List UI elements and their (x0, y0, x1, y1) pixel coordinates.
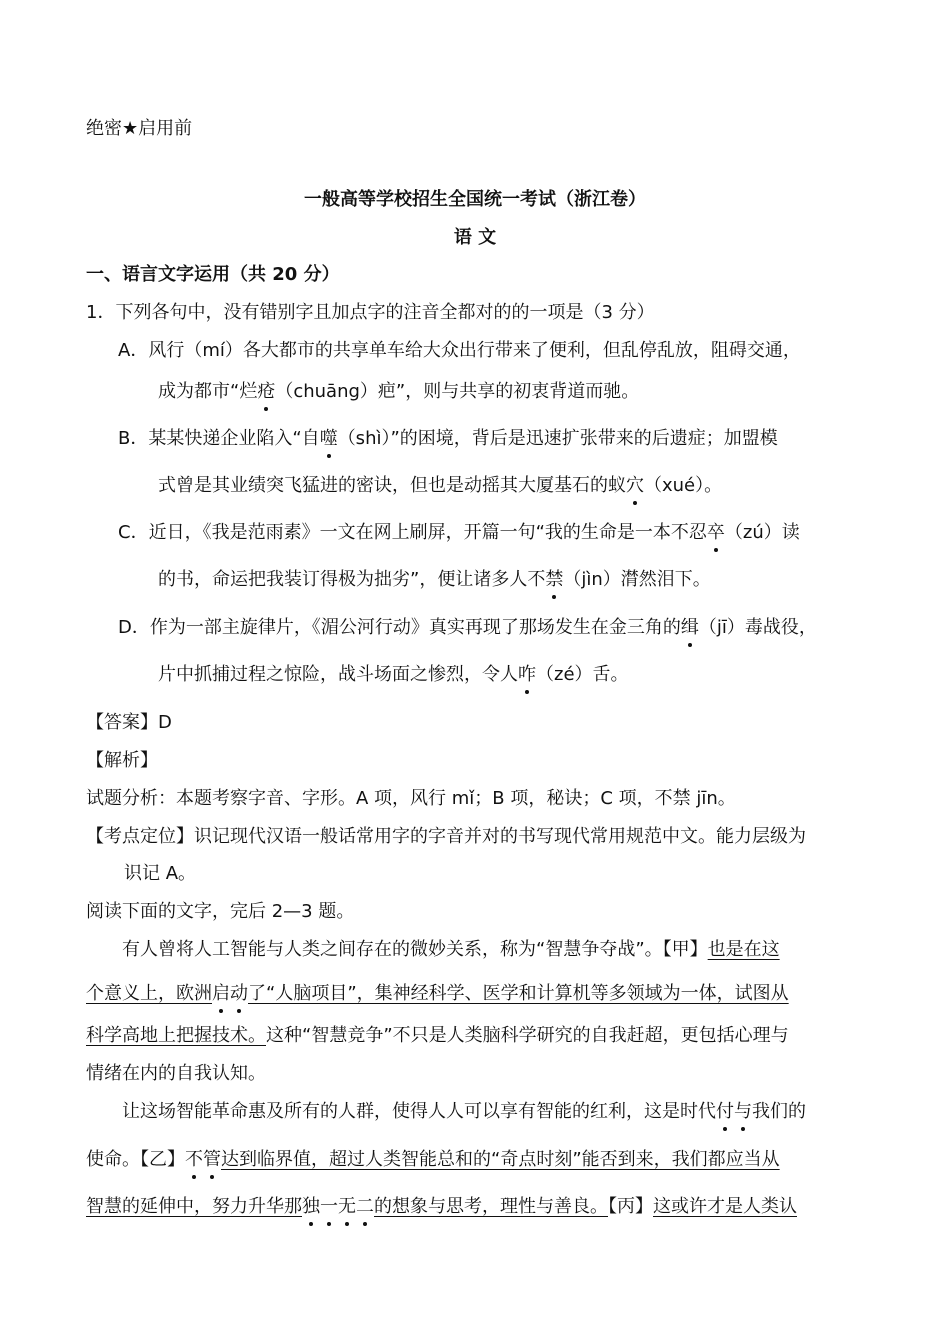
option-b-line2: 式曾是其业绩突飞猛进的密诀，但也是动摇其大厦基石的蚁穴（xué）。 (158, 475, 723, 496)
dotted-char: 启 (212, 983, 230, 1004)
dotted-char: 噬 (319, 428, 338, 449)
subject-title: 语 文 (453, 227, 497, 248)
passage-p1-line3: 科学高地上把握技术。这种“智慧竞争”不只是人类脑科学研究的自我赶超，更包括心理与 (86, 1025, 789, 1046)
question-stem: 1．下列各句中，没有错别字且加点字的注音全都对的的一项是（3 分） (86, 302, 655, 323)
dotted-char: 缉 (680, 617, 699, 638)
exam-title: 一般高等学校招生全国统一考试（浙江卷） (304, 189, 646, 210)
dotted-char: 禁 (545, 569, 564, 590)
passage-p2-line3: 智慧的延伸中，努力升华那独一无二的想象与思考，理性与善良。【丙】这或许才是人类认 (86, 1196, 797, 1217)
underlined-text: 这或许才是人类认 (653, 1196, 797, 1217)
passage-p1-line2 (86, 982, 789, 1006)
passage-p1-line4: 情绪在内的自我认知。 (86, 1063, 266, 1084)
passage-p2-line2: 使命。【乙】不管达到临界值，超过人类智能总和的“奇点时刻”能否到来，我们都应当从 (86, 1149, 780, 1170)
underlined-text: 不管达到临界值，超过人类智能总和的“奇点时刻”能否到来，我们都应当从 (185, 1149, 780, 1170)
dotted-char: 付 (716, 1101, 734, 1122)
option-c-line2: 的书，命运把我装订得极为拙劣”，便让诸多人不禁（jìn）潸然泪下。 (158, 569, 711, 590)
dotted-char: 咋 (518, 664, 536, 685)
secret-label: 绝密★启用前 (86, 118, 193, 139)
option-d-line1: D．作为一部主旋律片，《湄公河行动》真实再现了那场发生在金三角的缉（jī）毒战役， (118, 617, 817, 638)
dotted-char: 独 (302, 1196, 320, 1217)
option-a-line1: A．风行（mí）各大都市的共享单车给大众出行带来了便利，但乱停乱放，阻碍交通， (118, 340, 801, 361)
reading-intro: 阅读下面的文字，完后 2—3 题。 (86, 901, 355, 922)
kaodian-line1: 【考点定位】识记现代汉语一般话常用字的字音并对的书写现代常用规范中文。能力层级为 (86, 826, 806, 847)
dotted-char: 疮 (257, 381, 276, 402)
underlined-text: 个意义上，欧洲启动了“人脑项目”，集神经科学、医学和计算机等多领域为一体，试图从 (86, 983, 789, 1004)
underlined-text: 也是在这 (707, 939, 780, 960)
passage-p1-line1: 有人曾将人工智能与人类之间存在的微妙关系，称为“智慧争夺战”。【甲】也是在这 (122, 939, 780, 960)
dotted-char: 动 (230, 983, 248, 1004)
analysis-label: 【解析】 (86, 750, 158, 771)
kaodian-line2: 识记 A。 (124, 863, 197, 884)
passage-p2-line1: 让这场智能革命惠及所有的人群，使得人人可以享有智能的红利，这是时代付与我们的 (122, 1101, 806, 1122)
dotted-char: 与 (734, 1101, 752, 1122)
dotted-char: 管 (203, 1149, 221, 1170)
option-a-line2: 成为都市“烂疮（chuāng）疤”，则与共享的初衷背道而驰。 (158, 381, 640, 402)
option-c-line1: C．近日，《我是范雨素》一文在网上刷屏，开篇一句“我的生命是一本不忍卒（zú）读 (118, 522, 800, 543)
dotted-char: 穴 (626, 475, 644, 496)
option-b-line1: B．某某快递企业陷入“自噬（shì）”的困境，背后是迅速扩张带来的后遗症；加盟模 (118, 428, 778, 449)
dotted-char: 卒 (706, 522, 725, 543)
analysis-text: 试题分析：本题考察字音、字形。A 项，风行 mǐ；B 项，秘诀；C 项，不禁 jīn。 (86, 788, 736, 809)
dotted-char: 二 (356, 1196, 374, 1217)
dotted-char: 一 (320, 1196, 338, 1217)
dotted-char: 不 (185, 1149, 203, 1170)
underlined-text: 智慧的延伸中，努力升华那独一无二的想象与思考，理性与善良。 (86, 1196, 608, 1217)
dotted-char: 无 (338, 1196, 356, 1217)
answer-line: 【答案】D (86, 712, 172, 733)
option-d-line2: 片中抓捕过程之惊险，战斗场面之惨烈，令人咋（zé）舌。 (158, 664, 629, 685)
section-title: 一、语言文字运用（共 20 分） (86, 264, 340, 285)
underlined-text: 科学高地上把握技术。 (86, 1025, 266, 1046)
